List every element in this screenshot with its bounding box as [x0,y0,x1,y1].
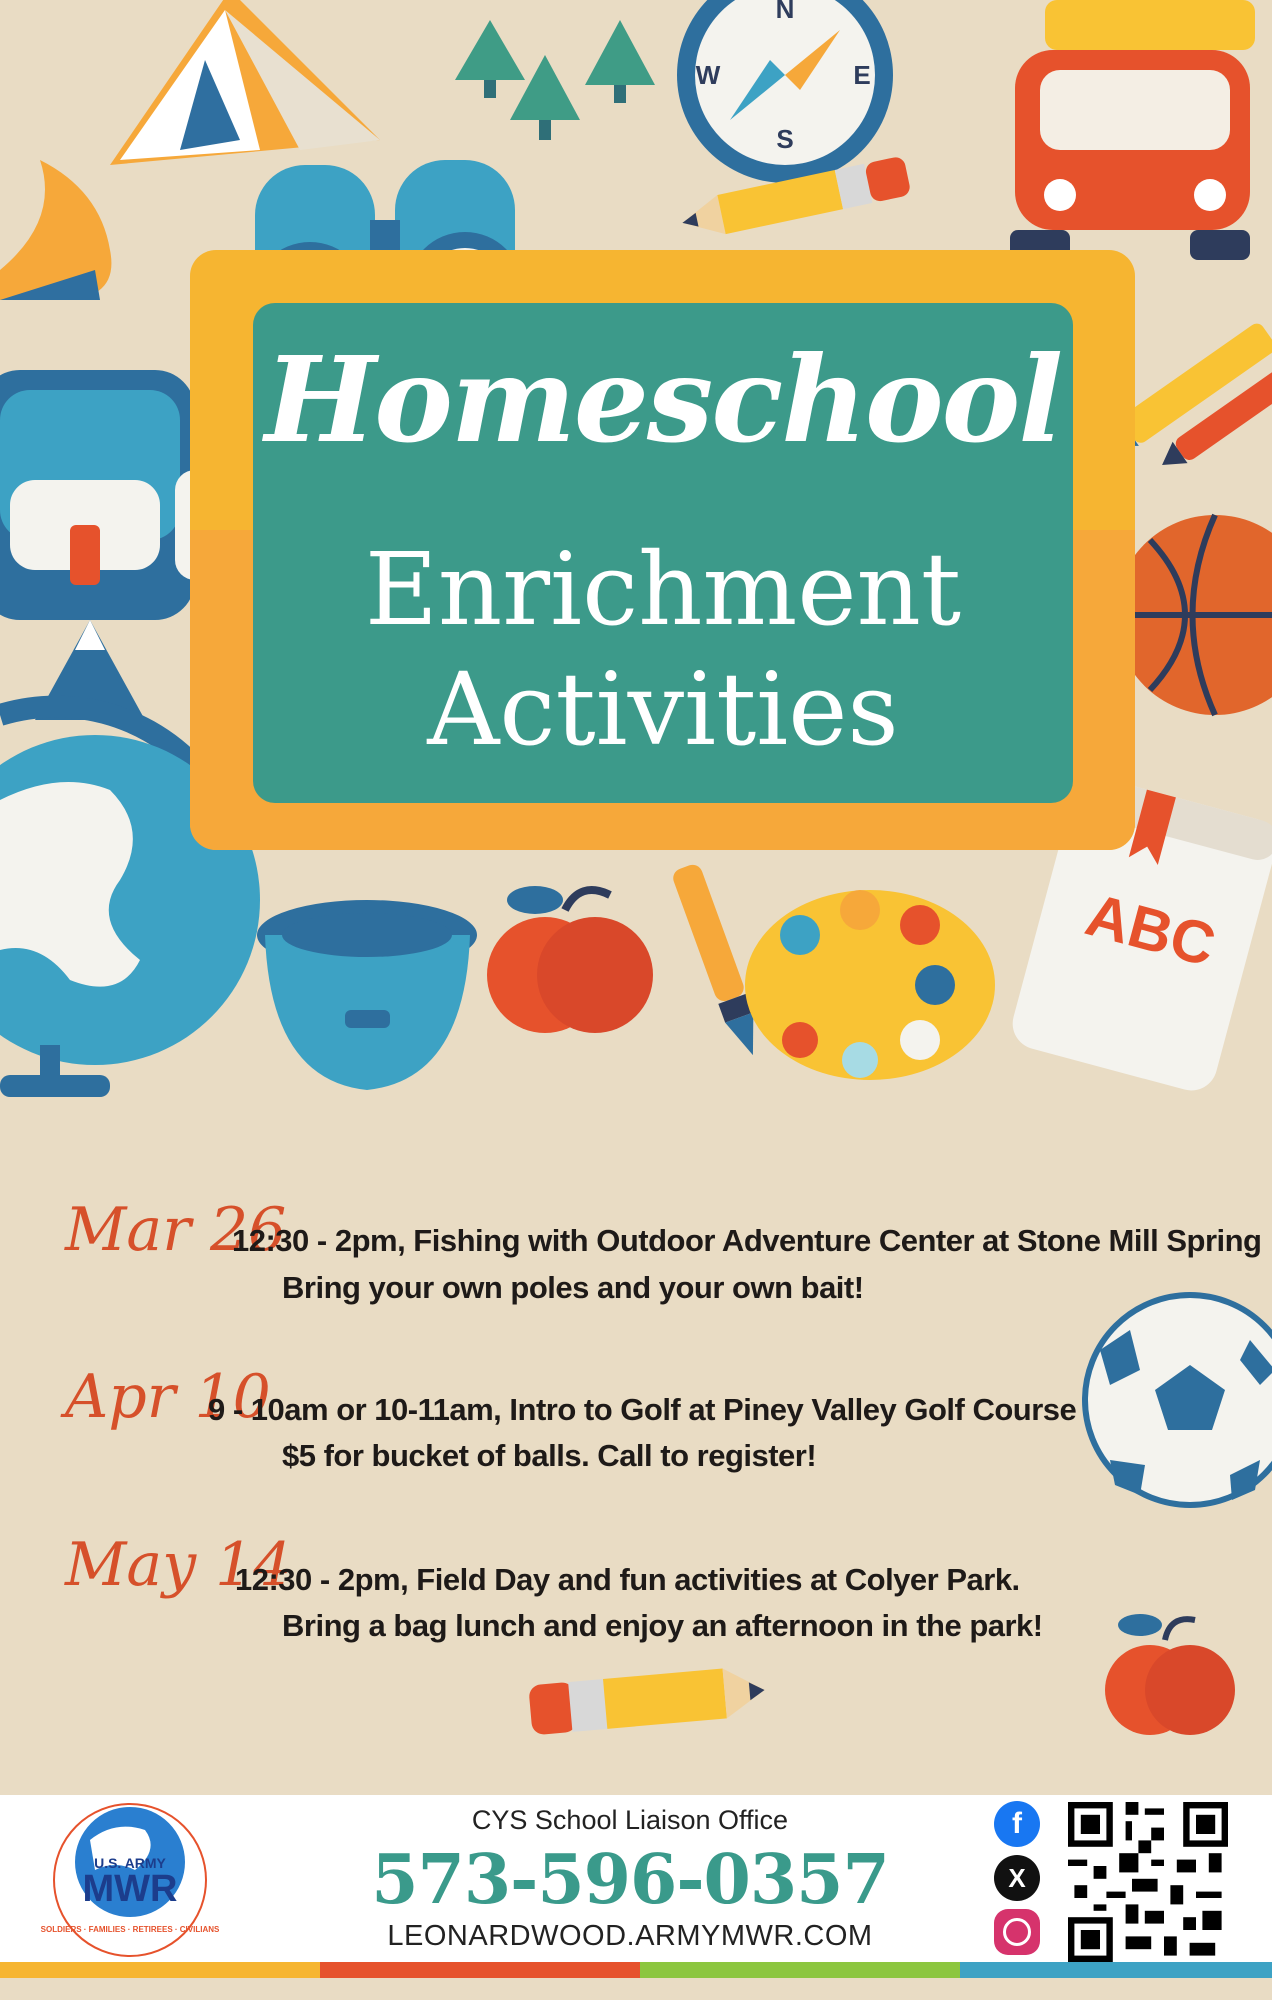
title-enrichment: Enrichment [364,531,962,648]
flame-icon [0,160,111,300]
phone-number[interactable]: 573-596-0357 [371,1840,889,1920]
footer-stripe-blue [960,1962,1272,1978]
pencil-icon [528,1665,766,1735]
office-name: CYS School Liaison Office [471,1805,789,1835]
basketball-icon [1115,515,1272,715]
event-date: May 14 [65,1530,292,1600]
event-date: Mar 26 [65,1195,287,1265]
instagram-icon[interactable] [994,1909,1040,1955]
cooking-pot-icon [257,900,477,1090]
event-details: 12:30 - 2pm, Field Day and fun activities at Colyer Park. [235,1562,1020,1597]
event-note: Bring a bag lunch and enjoy an afternoon in the park! [282,1608,1043,1643]
svg-text:N: N [775,0,795,24]
logo-ring-text: SOLDIERS · FAMILIES · RETIREES · CIVILIANS [40,1925,220,1934]
compass-icon [677,0,893,183]
facebook-icon[interactable]: f [994,1801,1040,1847]
event-note: Bring your own poles and your own bait! [282,1270,864,1305]
apple-icon [1105,1614,1235,1735]
footer-stripe-green [640,1962,960,1978]
svg-text:S: S [776,124,794,154]
soccer-ball-icon [1085,1295,1272,1505]
title-homeschool: Homeschool [264,330,1062,469]
pine-trees-icon [455,20,655,140]
x-icon[interactable]: X [994,1855,1040,1901]
paint-palette-icon [745,890,995,1080]
logo-top-text: U.S. ARMY [94,1855,166,1871]
car-icon [1010,0,1255,260]
event-details: 9 - 10am or 10-11am, Intro to Golf at Piney Valley Golf Course [208,1392,1077,1427]
backpack-icon [0,370,220,620]
svg-text:W: W [695,60,721,90]
footer-stripe-yellow [0,1962,320,1978]
logo-main-text: MWR [82,1868,178,1910]
website-link[interactable]: LEONARDWOOD.ARMYMWR.COM [387,1920,873,1952]
event-details: 12:30 - 2pm, Fishing with Outdoor Adventure Center at Stone Mill Spring [232,1223,1262,1258]
event-date: Apr 10 [65,1362,271,1432]
title-activities: Activities [427,651,899,768]
svg-text:E: E [853,60,871,90]
qr-code[interactable] [1068,1802,1228,1962]
tent-icon [110,0,380,165]
apple-icon [487,886,653,1033]
svg-text:ABC: ABC [1079,880,1223,980]
event-note: $5 for bucket of balls. Call to register! [282,1438,817,1473]
lower-illustration [0,1290,1272,1790]
footer-stripe-red [320,1962,640,1978]
